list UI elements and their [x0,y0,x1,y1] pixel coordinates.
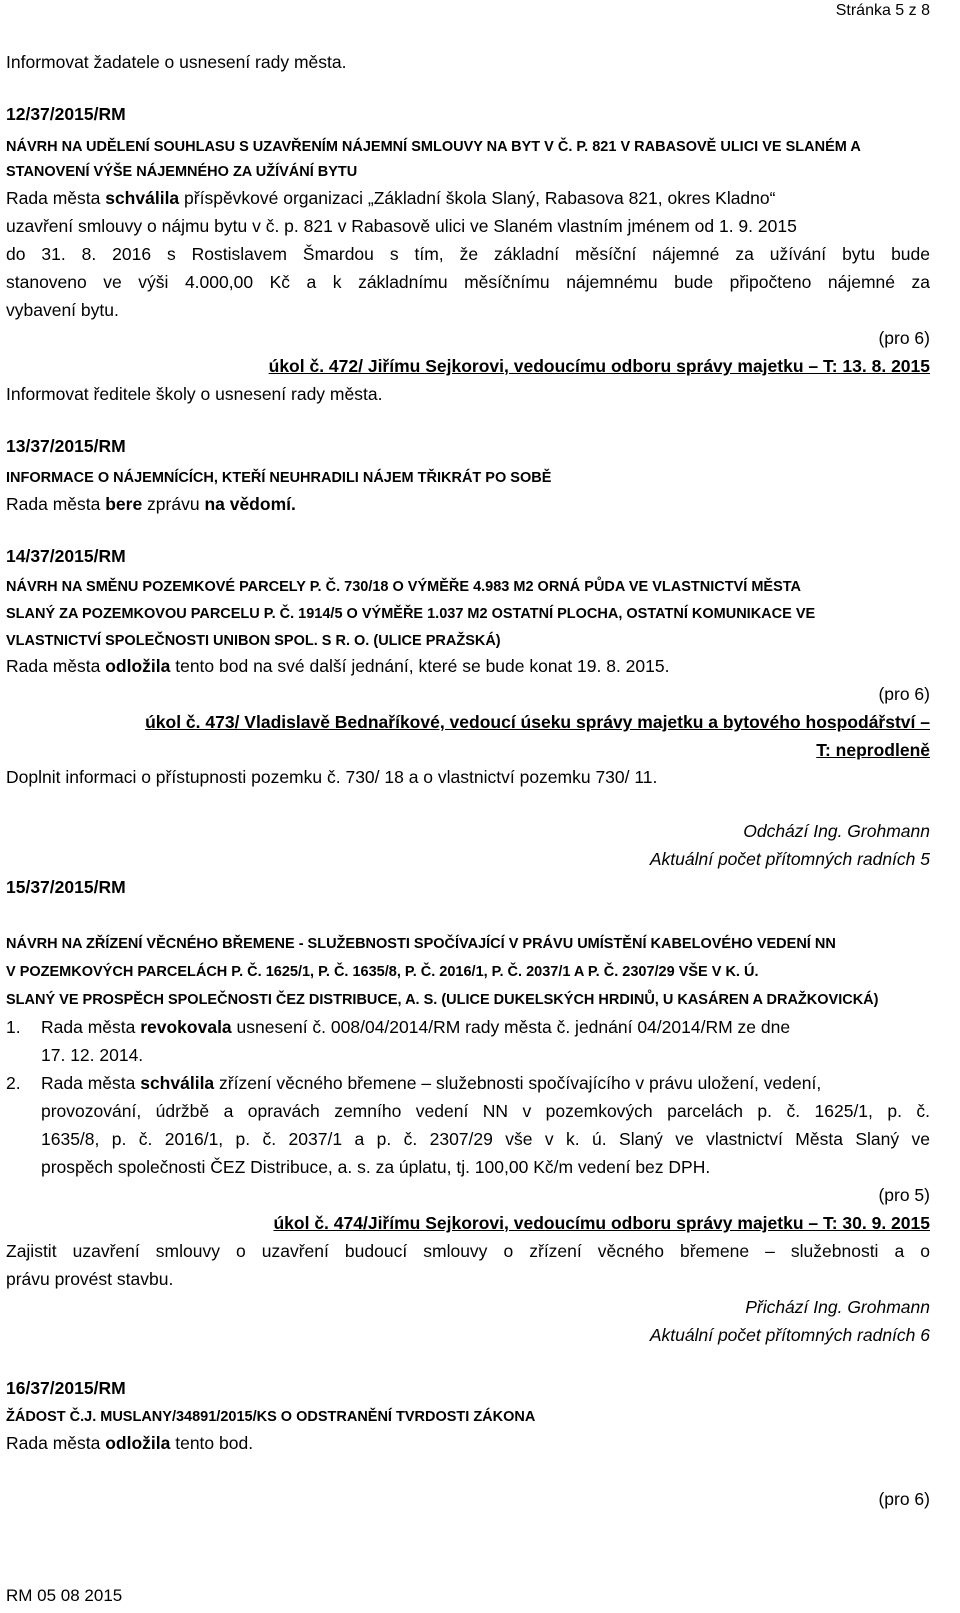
attendance-count: Aktuální počet přítomných radních 6 [649,1325,930,1345]
resolution-title: NÁVRH NA ZŘÍZENÍ VĚCNÉHO BŘEMENE - SLUŽEBNOSTI SPOČÍVAJÍCÍ V PRÁVU UMÍSTĚNÍ KABELOVÉHO VEDENÍ NN [6,936,836,952]
resolution-text: Rada města revokovala usnesení č. 008/04/2014/RM rady města č. jednání 04/2014/RM ze dne [41,1017,791,1037]
vote-result: (pro 6) [878,1489,930,1509]
page-footer: RM 05 08 2015 [6,1586,123,1605]
resolution-text: Rada města bere zprávu na vědomí. [6,494,296,514]
resolution-number: 14/37/2015/RM [6,546,126,566]
vote-result: (pro 6) [878,684,930,704]
attendance-note: Odchází Ing. Grohmann [743,821,930,841]
task-assignment: úkol č. 472/ Jiřímu Sejkorovi, vedoucímu odboru správy majetku – T: 13. 8. 2015 [268,356,930,376]
resolution-text: vybavení bytu. [6,300,119,320]
document-page: Stránka 5 z 8 Informovat žadatele o usnesení rady města. 12/37/2015/RM NÁVRH NA UDĚLENÍ SOUHLASU S UZAVŘENÍM NÁJEMNÍ SMLOUVY NA BYT V Č. P. 821 V RABASOVĚ ULICI VE SLANÉM A STANOVENÍ VÝŠE NÁJEMNÉHO ZA UŽÍVÁNÍ BYTU Rada města schválila příspěvkové organizaci „Základní škola Slaný, Rabasova 821, okres Kladno“ uzavření smlouvy o nájmu bytu v č. p. 821 v Rabasově ulici ve Slaném vlastním jménem od 1. 9. 2015 do 31. 8. 2016 s Rostislavem Šmardou s tím, že základní měsíční nájemné za užívání bytu bude stanoveno ve výši 4.000,00 Kč a k základnímu měsíčnímu nájemnému bude připočteno nájemné za vybavení bytu. (pro 6) úkol č. 472/ Jiřímu Sejkorovi, vedoucímu odboru správy majetku – T: 13. 8. 2015 Informovat ředitele školy o usnesení rady města. 13/37/2015/RM INFORMACE O NÁJEMNÍCÍCH, KTEŘÍ NEUHRADILI NÁJEM TŘIKRÁT PO SOBĚ Rada města bere zprávu na vědomí. 14/37/2015/RM NÁVRH NA SMĚNU POZEMKOVÉ PARCELY P. Č. 730/18 O VÝMĚŘE 4.983 M2 ORNÁ PŮDA VE VLASTNICTVÍ MĚSTA SLANÝ ZA POZEMKOVOU PARCELU P. Č. 1914/5 O VÝMĚŘE 1.037 M2 OSTATNÍ PLOCHA, OSTATNÍ KOMUNIKACE VE VLASTNICTVÍ SPOLEČNOSTI UNIBON SPOL. S R. O. (ULICE PRAŽSKÁ) Rada města odložila tento bod na své další jednání, které se bude konat 19. 8. 2015. (pro 6) úkol č. 473/ Vladislavě Bednaříkové, vedoucí úseku správy majetku a bytového hospodářství – T: neprodleně Doplnit informaci o přístupnosti pozemku č. 730/ 18 a o vlastnictví pozemku 730/ 11. Odchází Ing. Grohmann Aktuální počet přítomných radních 5 15/37/2015/RM NÁVRH NA ZŘÍZENÍ VĚCNÉHO BŘEMENE - SLUŽEBNOSTI SPOČÍVAJÍCÍ V PRÁVU UMÍSTĚNÍ KABELOVÉHO VEDENÍ NN V POZEMKOVÝCH PARCELÁCH P. Č. 1625/1, P. Č. 1635/8, P. Č. 2016/1, P. Č. 2037/1 A P. Č. 2307/29 VŠE V K. Ú. SLANÝ VE PROSPĚCH SPOLEČNOSTI ČEZ DISTRIBUCE, A. S. (ULICE DUKELSKÝCH HRDINŮ, U KASÁREN A DRAŽKOVICKÁ) 1. Rada města revokovala usnesení č. 008/04/2014/RM rady města č. jednání 04/2014/RM ze dne 17. 12. 2014. 2. Rada města schválila zřízení věcného břemene – služebnosti spočívajícího v právu uložení, vedení, provozování, údržbě a opravách zemního vedení NN v pozemkových parcelách p. č. 1625/1, p. č. 1635/8, p. č. 2016/1, p. č. 2037/1 a p. č. 2307/29 vše v k. ú. Slaný ve vlastnictví Města Slaný ve prospěch společnosti ČEZ Distribuce, a. s. za úplatu, tj. 100,00 Kč/m vedení bez DPH. (pro 5) úkol č. 474/Jiřímu Sejkorovi, vedoucímu odboru správy majetku – T: 30. 9. 2015 Zajistit uzavření smlouvy o uzavření budoucí smlouvy o zřízení věcného břemene – služebnosti a o právu provést stavbu. Přichází Ing. Grohmann Aktuální počet přítomných radních 6 16/37/2015/RM ŽÁDOST Č.J. MUSLANY/34891/2015/KS O ODSTRANĚNÍ TVRDOSTI ZÁKONA Rada města odložila tento bod. (pro 6) RM 05 08 2015 [6,2,930,1605]
task-deadline: T: neprodleně [816,740,930,760]
resolution-number: 13/37/2015/RM [6,436,126,456]
resolution-title: NÁVRH NA UDĚLENÍ SOUHLASU S UZAVŘENÍM NÁJEMNÍ SMLOUVY NA BYT V Č. P. 821 V RABASOVĚ ULICI VE SLANÉM A [6,139,861,155]
attendance-count: Aktuální počet přítomných radních 5 [649,849,930,869]
resolution-text: Rada města schválila zřízení věcného břemene – služebnosti spočívajícího v právu uložení, vedení, [41,1073,822,1093]
resolution-title: VLASTNICTVÍ SPOLEČNOSTI UNIBON SPOL. S R. O. (ULICE PRAŽSKÁ) [6,633,501,649]
task-assignment: úkol č. 473/ Vladislavě Bednaříkové, vedoucí úseku správy majetku a bytového hospodářství – [145,712,930,732]
vote-result: (pro 6) [878,328,930,348]
resolution-title: NÁVRH NA SMĚNU POZEMKOVÉ PARCELY P. Č. 730/18 O VÝMĚŘE 4.983 M2 ORNÁ PŮDA VE VLASTNICTVÍ MĚSTA [6,579,801,595]
resolution-text: stanoveno ve výši 4.000,00 Kč a k základnímu měsíčnímu nájemnému bude připočteno nájemné za [6,272,930,292]
vote-result: (pro 5) [878,1185,930,1205]
resolution-title: INFORMACE O NÁJEMNÍCÍCH, KTEŘÍ NEUHRADILI NÁJEM TŘIKRÁT PO SOBĚ [6,470,552,486]
resolution-text: Rada města schválila příspěvkové organizaci „Základní škola Slaný, Rabasova 821, okres Kladno“ [6,188,776,208]
resolution-text: provozování, údržbě a opravách zemního vedení NN v pozemkových parcelách p. č. 1625/1, p. č. [41,1101,930,1121]
task-description: Informovat ředitele školy o usnesení rady města. [6,384,383,404]
resolution-title: V POZEMKOVÝCH PARCELÁCH P. Č. 1625/1, P. Č. 1635/8, P. Č. 2016/1, P. Č. 2037/1 A P. Č. 2307/29 VŠE V K. Ú. [6,964,759,980]
resolution-title: ŽÁDOST Č.J. MUSLANY/34891/2015/KS O ODSTRANĚNÍ TVRDOSTI ZÁKONA [6,1409,536,1425]
resolution-title: SLANÝ VE PROSPĚCH SPOLEČNOSTI ČEZ DISTRIBUCE, A. S. (ULICE DUKELSKÝCH HRDINŮ, U KASÁREN A DRAŽKOVICKÁ) [6,992,879,1008]
intro-text: Informovat žadatele o usnesení rady města. [6,52,347,72]
resolution-text: prospěch společnosti ČEZ Distribuce, a. s. za úplatu, tj. 100,00 Kč/m vedení bez DPH. [41,1157,711,1177]
resolution-text: uzavření smlouvy o nájmu bytu v č. p. 821 v Rabasově ulici ve Slaném vlastním jménem od 1. 9. 2015 [6,216,797,236]
resolution-title: STANOVENÍ VÝŠE NÁJEMNÉHO ZA UŽÍVÁNÍ BYTU [6,164,358,180]
task-assignment: úkol č. 474/Jiřímu Sejkorovi, vedoucímu odboru správy majetku – T: 30. 9. 2015 [273,1213,930,1233]
resolution-text: do 31. 8. 2016 s Rostislavem Šmardou s tím, že základní měsíční nájemné za užívání bytu bude [6,244,930,264]
page-number: Stránka 5 z 8 [835,2,930,19]
task-description: Zajistit uzavření smlouvy o uzavření budoucí smlouvy o zřízení věcného břemene – služebnosti a o [6,1241,930,1261]
task-description: Doplnit informaci o přístupnosti pozemku č. 730/ 18 a o vlastnictví pozemku 730/ 11. [6,767,658,787]
resolution-number: 12/37/2015/RM [6,104,126,124]
resolution-number: 15/37/2015/RM [6,877,126,897]
task-description: právu provést stavbu. [6,1269,174,1289]
attendance-note: Přichází Ing. Grohmann [745,1297,930,1317]
resolution-number: 16/37/2015/RM [6,1378,126,1398]
resolution-text: Rada města odložila tento bod. [6,1433,254,1453]
resolution-title: SLANÝ ZA POZEMKOVOU PARCELU P. Č. 1914/5 O VÝMĚŘE 1.037 M2 OSTATNÍ PLOCHA, OSTATNÍ KOMUNIKACE VE [6,606,816,622]
resolution-text: Rada města odložila tento bod na své další jednání, které se bude konat 19. 8. 2015. [6,656,670,676]
resolution-text: 17. 12. 2014. [41,1045,144,1065]
resolution-text: 1635/8, p. č. 2016/1, p. č. 2037/1 a p. č. 2307/29 vše v k. ú. Slaný ve vlastnictví Města Slaný ve [41,1129,930,1149]
